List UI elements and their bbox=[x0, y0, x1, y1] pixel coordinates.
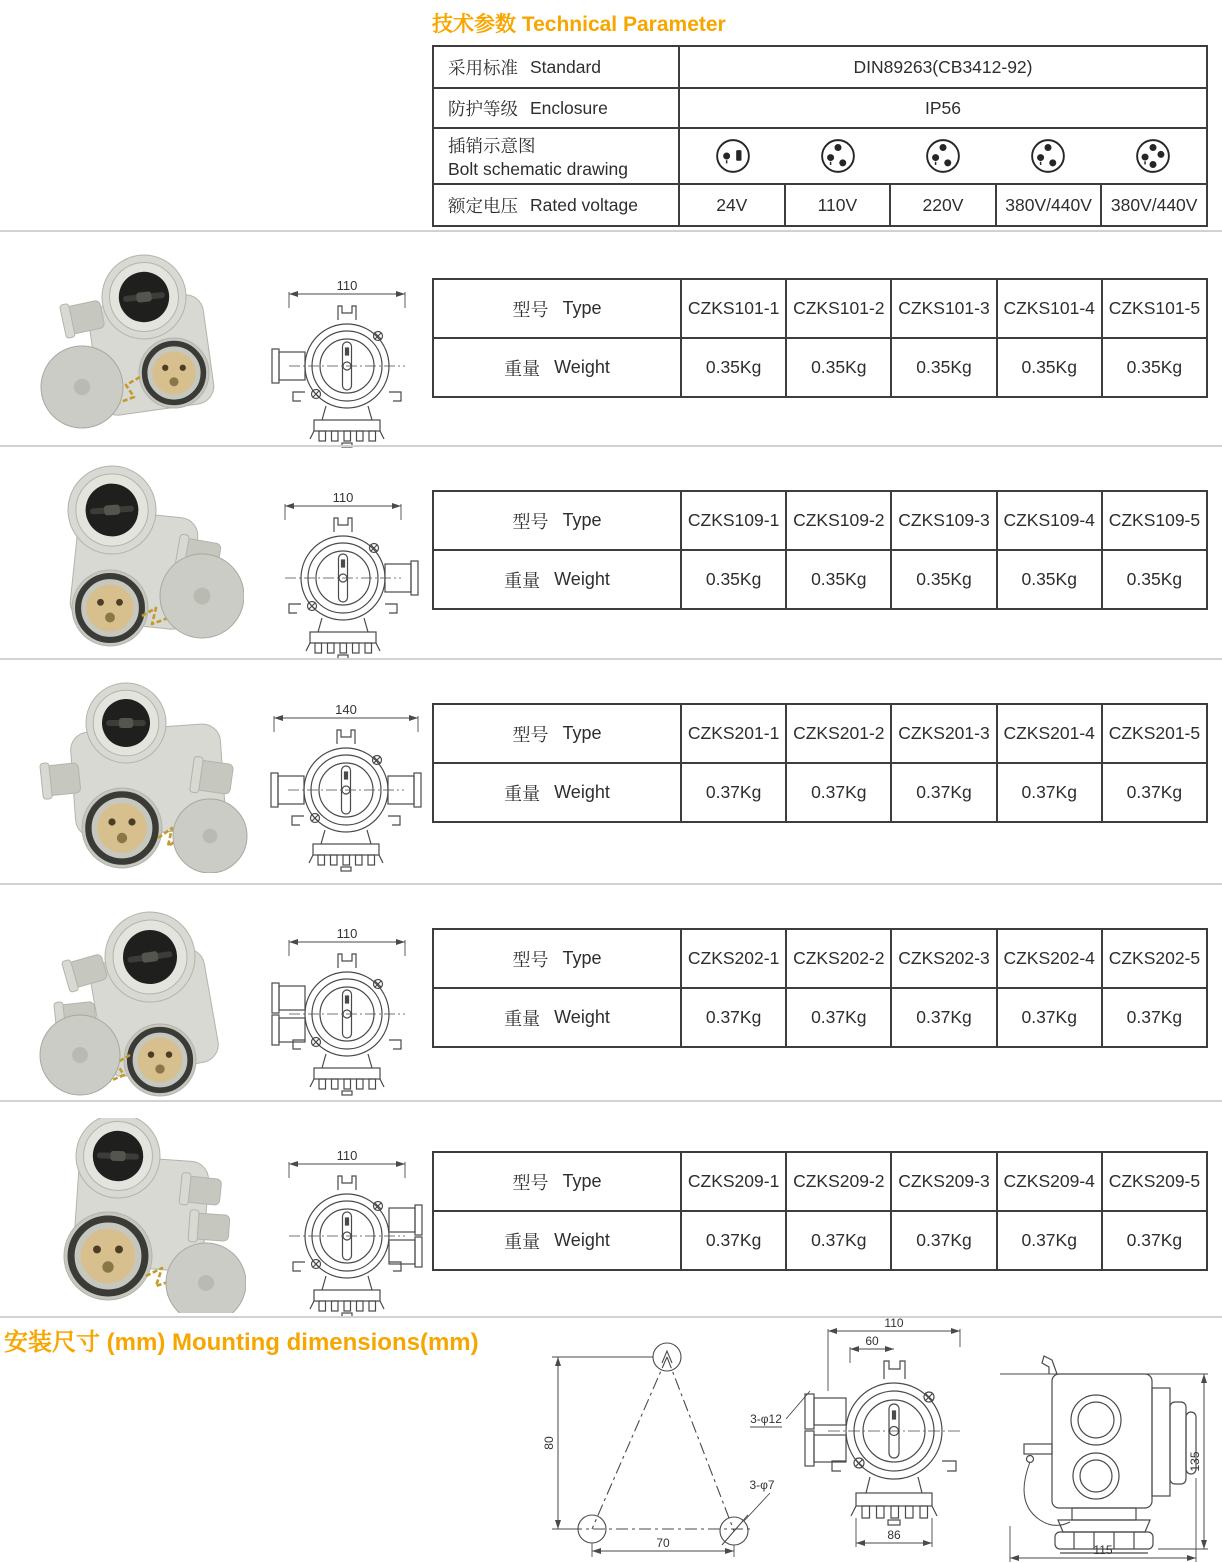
type-cell: CZKS109-3 bbox=[890, 492, 995, 549]
product-dimension-drawing-CZKS101-1 bbox=[262, 278, 432, 455]
svg-text:135: 135 bbox=[1188, 1451, 1202, 1472]
type-cell: CZKS202-1 bbox=[680, 930, 785, 987]
type-row bbox=[434, 930, 1206, 987]
product-spec-table-CZKS202-1 bbox=[432, 928, 1208, 1048]
weight-cell: 0.35Kg bbox=[785, 339, 890, 396]
type-cell: CZKS109-1 bbox=[680, 492, 785, 549]
weight-cell: 0.37Kg bbox=[680, 764, 785, 821]
weight-cell: 0.37Kg bbox=[890, 989, 995, 1046]
standard-label bbox=[434, 47, 680, 87]
enclosure-value: IP56 bbox=[925, 97, 961, 118]
svg-text:110: 110 bbox=[336, 1148, 358, 1163]
type-label: 型号 Type bbox=[512, 723, 602, 745]
type-cell: CZKS209-1 bbox=[680, 1153, 785, 1210]
bolt-schematic-label bbox=[434, 129, 680, 183]
mounting-front-view-drawing bbox=[742, 1313, 1008, 1563]
standard-value: DIN89263(CB3412-92) bbox=[853, 56, 1033, 77]
weight-cell: 0.37Kg bbox=[1101, 1212, 1206, 1269]
type-cell: CZKS201-2 bbox=[785, 705, 890, 762]
weight-cell: 0.35Kg bbox=[890, 339, 995, 396]
type-row bbox=[434, 492, 1206, 549]
section-separator bbox=[0, 883, 1222, 885]
section-separator bbox=[0, 1100, 1222, 1102]
type-row bbox=[434, 1153, 1206, 1210]
type-cell: CZKS209-2 bbox=[785, 1153, 890, 1210]
product-dimension-drawing-CZKS202-1 bbox=[262, 926, 432, 1103]
technical-parameter-table bbox=[432, 45, 1208, 227]
weight-cell: 0.35Kg bbox=[996, 339, 1101, 396]
enclosure-label bbox=[434, 89, 680, 127]
enclosure-label-cn: 防护等级 bbox=[448, 98, 518, 119]
section-separator bbox=[0, 658, 1222, 660]
weight-cell: 0.37Kg bbox=[890, 1212, 995, 1269]
svg-text:70: 70 bbox=[656, 1536, 670, 1550]
voltage-label-en: Rated voltage bbox=[530, 194, 638, 215]
voltage-values-row bbox=[680, 185, 1206, 225]
svg-text:115: 115 bbox=[1093, 1543, 1113, 1557]
type-cell: CZKS209-3 bbox=[890, 1153, 995, 1210]
weight-cell: 0.35Kg bbox=[680, 551, 785, 608]
product-photo-CZKS101-1 bbox=[22, 245, 252, 445]
pin-diagram-row bbox=[680, 129, 1206, 183]
type-cell: CZKS101-3 bbox=[890, 280, 995, 337]
product-dimension-drawing-CZKS201-1 bbox=[246, 702, 446, 879]
voltage-label-cn: 额定电压 bbox=[448, 195, 518, 216]
section-separator bbox=[0, 445, 1222, 447]
pin-diagram-3-pin bbox=[1030, 138, 1066, 174]
weight-cell: 0.37Kg bbox=[890, 764, 995, 821]
type-cell: CZKS202-2 bbox=[785, 930, 890, 987]
product-dimension-drawing-CZKS109-1 bbox=[258, 490, 428, 667]
type-label: 型号 Type bbox=[512, 1171, 602, 1193]
svg-text:110: 110 bbox=[332, 490, 354, 505]
voltage-label bbox=[434, 185, 680, 225]
type-cell: CZKS101-4 bbox=[996, 280, 1101, 337]
type-row bbox=[434, 280, 1206, 337]
weight-cell: 0.35Kg bbox=[996, 551, 1101, 608]
svg-text:110: 110 bbox=[884, 1316, 904, 1330]
weight-cell: 0.37Kg bbox=[785, 764, 890, 821]
voltage-value-cell: 220V bbox=[889, 185, 995, 225]
product-photo-CZKS201-1 bbox=[18, 678, 248, 878]
type-cell: CZKS201-5 bbox=[1101, 705, 1206, 762]
type-label: 型号 Type bbox=[512, 510, 602, 532]
pin-diagram-cell bbox=[890, 129, 995, 183]
type-cell: CZKS109-5 bbox=[1101, 492, 1206, 549]
type-cell: CZKS109-4 bbox=[996, 492, 1101, 549]
weight-cell: 0.35Kg bbox=[785, 551, 890, 608]
type-label: 型号 Type bbox=[512, 948, 602, 970]
voltage-value-cell: 24V bbox=[716, 194, 748, 215]
weight-cell: 0.35Kg bbox=[680, 339, 785, 396]
pin-diagram-cell bbox=[996, 129, 1101, 183]
product-spec-table-CZKS209-1 bbox=[432, 1151, 1208, 1271]
weight-cell: 0.37Kg bbox=[1101, 989, 1206, 1046]
voltage-value-cell: 380V/440V bbox=[1100, 185, 1206, 225]
pin-diagram-3-pin bbox=[820, 138, 856, 174]
weight-cell: 0.37Kg bbox=[996, 1212, 1101, 1269]
bolt-label-cn: 插销示意图 bbox=[448, 135, 536, 156]
bolt-label-en: Bolt schematic drawing bbox=[448, 158, 628, 179]
pin-diagram-cell bbox=[680, 129, 785, 183]
type-cell: CZKS101-2 bbox=[785, 280, 890, 337]
pin-diagram-4-pin bbox=[1135, 138, 1171, 174]
svg-text:3-φ12: 3-φ12 bbox=[750, 1412, 782, 1426]
pin-diagram-3-pin bbox=[925, 138, 961, 174]
product-photo-CZKS209-1 bbox=[16, 1118, 246, 1318]
weight-label: 重量 Weight bbox=[504, 569, 610, 591]
product-spec-table-CZKS101-1 bbox=[432, 278, 1208, 398]
svg-text:60: 60 bbox=[865, 1334, 879, 1348]
pin-diagram-cell bbox=[785, 129, 890, 183]
weight-cell: 0.37Kg bbox=[996, 764, 1101, 821]
pin-diagram-2-pin bbox=[715, 138, 751, 174]
weight-row bbox=[434, 549, 1206, 608]
weight-row bbox=[434, 337, 1206, 396]
type-row bbox=[434, 705, 1206, 762]
type-cell: CZKS202-5 bbox=[1101, 930, 1206, 987]
weight-row bbox=[434, 762, 1206, 821]
product-spec-table-CZKS201-1 bbox=[432, 703, 1208, 823]
type-cell: CZKS201-1 bbox=[680, 705, 785, 762]
weight-label: 重量 Weight bbox=[504, 1230, 610, 1252]
product-photo-CZKS202-1 bbox=[22, 905, 252, 1105]
standard-row bbox=[434, 47, 1206, 87]
section-separator bbox=[0, 230, 1222, 232]
svg-text:110: 110 bbox=[336, 926, 358, 941]
weight-cell: 0.35Kg bbox=[890, 551, 995, 608]
standard-label-en: Standard bbox=[530, 56, 602, 77]
svg-text:86: 86 bbox=[887, 1528, 901, 1542]
svg-text:140: 140 bbox=[335, 702, 357, 717]
weight-label: 重量 Weight bbox=[504, 782, 610, 804]
weight-cell: 0.37Kg bbox=[680, 1212, 785, 1269]
type-cell: CZKS202-3 bbox=[890, 930, 995, 987]
weight-cell: 0.35Kg bbox=[1101, 339, 1206, 396]
bolt-schematic-row bbox=[434, 127, 1206, 183]
product-spec-table-CZKS109-1 bbox=[432, 490, 1208, 610]
svg-text:3-φ7: 3-φ7 bbox=[749, 1478, 775, 1492]
voltage-row bbox=[434, 183, 1206, 225]
type-label: 型号 Type bbox=[512, 298, 602, 320]
technical-parameter-title: 技术参数 Technical Parameter bbox=[432, 13, 726, 36]
weight-cell: 0.37Kg bbox=[1101, 764, 1206, 821]
type-cell: CZKS201-4 bbox=[996, 705, 1101, 762]
enclosure-label-en: Enclosure bbox=[530, 97, 608, 118]
weight-row bbox=[434, 1210, 1206, 1269]
weight-cell: 0.37Kg bbox=[680, 989, 785, 1046]
mounting-dimensions-title: 安装尺寸 (mm) Mounting dimensions(mm) bbox=[4, 1329, 479, 1356]
section-separator bbox=[0, 1316, 1222, 1318]
weight-label: 重量 Weight bbox=[504, 357, 610, 379]
weight-cell: 0.37Kg bbox=[785, 989, 890, 1046]
weight-cell: 0.37Kg bbox=[785, 1212, 890, 1269]
product-dimension-drawing-CZKS209-1 bbox=[262, 1148, 432, 1325]
type-cell: CZKS109-2 bbox=[785, 492, 890, 549]
standard-label-cn: 采用标准 bbox=[448, 57, 518, 78]
type-cell: CZKS209-5 bbox=[1101, 1153, 1206, 1210]
mounting-side-view-drawing bbox=[1000, 1348, 1220, 1563]
type-cell: CZKS209-4 bbox=[996, 1153, 1101, 1210]
type-cell: CZKS201-3 bbox=[890, 705, 995, 762]
weight-label: 重量 Weight bbox=[504, 1007, 610, 1029]
voltage-value-cell: 110V bbox=[784, 185, 890, 225]
svg-text:80: 80 bbox=[542, 1436, 556, 1450]
enclosure-row bbox=[434, 87, 1206, 127]
type-cell: CZKS101-1 bbox=[680, 280, 785, 337]
product-photo-CZKS109-1 bbox=[14, 458, 244, 658]
pin-diagram-cell bbox=[1101, 129, 1206, 183]
voltage-value-cell: 380V/440V bbox=[995, 185, 1101, 225]
svg-text:110: 110 bbox=[336, 278, 358, 293]
weight-cell: 0.37Kg bbox=[996, 989, 1101, 1046]
weight-cell: 0.35Kg bbox=[1101, 551, 1206, 608]
weight-row bbox=[434, 987, 1206, 1046]
type-cell: CZKS202-4 bbox=[996, 930, 1101, 987]
type-cell: CZKS101-5 bbox=[1101, 280, 1206, 337]
